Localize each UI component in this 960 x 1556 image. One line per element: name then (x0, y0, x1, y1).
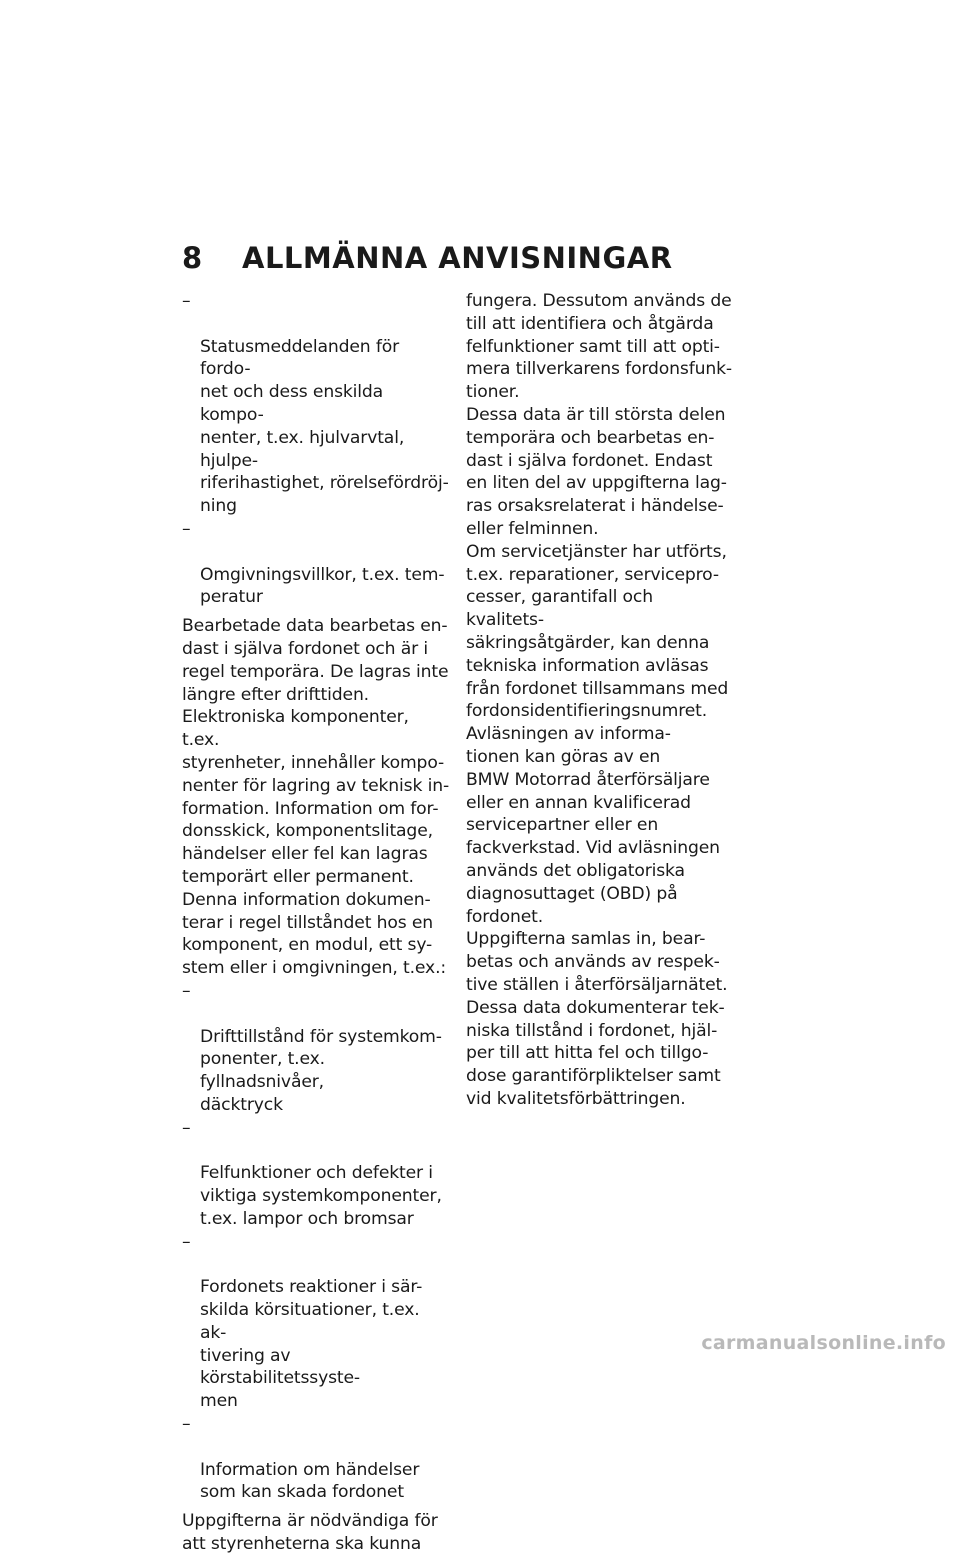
bullet-dash: – (182, 518, 191, 539)
list-item-text: Fordonets reaktioner i sär- skilda körsituationer, t.ex. ak- tivering av körstabilitetssyste- men (200, 1277, 423, 1412)
list-item (182, 518, 450, 609)
chapter-heading (182, 238, 742, 278)
necessity-paragraph: Uppgifterna är nödvändiga för att styrenheterna ska kunna (182, 1511, 438, 1555)
list-item (182, 1231, 450, 1413)
list-item-text: Drifttillstånd för systemkom- ponenter, t.ex. fyllnadsnivåer, däcktryck (200, 1026, 442, 1115)
list-item-text: Statusmeddelanden för fordo- net och dess enskilda kompo- nenter, t.ex. hjulvarvtal, hjulpe- riferihastighet, rörelsefördröj- ning (200, 336, 449, 517)
function-paragraph: fungera. Dessutom används de till att identifiera och åtgärda felfunktioner samt till att opti- mera tillverkarens fordonsfunk- tioner. Dessa data är till största delen temporära och bearbetas en- dast i själva fordonet. Endast en liten del av uppgifterna lag- ras orsaksrelaterat i händelse- eller felminnen. Om servicetjänster har utförts, t.ex. reparationer, servicepro- cesser, garantifall och kvalitets- säkringsåtgärder, kan denna tekniska information avläsas från fordonet tillsammans med fordonsidentifieringsnumret. Avläsningen av informa- tionen kan göras av en BMW Motorrad återförsäljare eller en annan kvalificerad servicepartner eller en fackverkstad. Vid avläsningen används det obligatoriska diagnosuttaget (OBD) på fordonet. Uppgifterna samlas in, bear- betas och används av respek- tive ställen i återförsäljarnätet. Dessa data dokumenterar tek- niska tillstånd i fordonet, hjäl- per till att hitta fel och tillgo- dose garantiförpliktelser samt vid kvalitetsförbättringen. (466, 291, 732, 1109)
list-item (182, 290, 450, 518)
list-item (182, 980, 450, 1117)
watermark-logo: carmanualsonline.info (701, 1332, 946, 1354)
list-item-text: Omgivningsvillkor, t.ex. tem- peratur (200, 564, 445, 608)
list-item (182, 1413, 450, 1504)
chapter-title: ALLMÄNNA ANVISNINGAR (242, 241, 673, 275)
bullet-dash: – (182, 1231, 191, 1252)
status-info-list (182, 290, 450, 609)
bullet-dash: – (182, 1117, 191, 1138)
chapter-number: 8 (182, 241, 203, 275)
component-state-list (182, 980, 450, 1504)
list-item-text: Felfunktioner och defekter i viktiga systemkomponenter, t.ex. lampor och bromsar (200, 1163, 442, 1229)
left-column (182, 290, 450, 1556)
right-column (466, 290, 736, 1111)
list-item (182, 1117, 450, 1231)
list-item-text: Information om händelser som kan skada fordonet (200, 1459, 420, 1503)
bullet-dash: – (182, 291, 191, 311)
bullet-dash: – (182, 980, 191, 1001)
processed-data-paragraph: Bearbetade data bearbetas en- dast i själva fordonet och är i regel temporära. De lagras inte längre efter drifttiden. Elektroniska komponenter, t.ex. styrenheter, innehåller kompo- nenter för lagring av teknisk in- formation. Information om for- donsskick, komponentslitage, händelser eller fel kan lagras temporärt eller permanent. Denna information dokumen- terar i regel tillståndet hos en komponent, en modul, ett sy- stem eller i omgivningen, t.ex.: (182, 616, 450, 979)
bullet-dash: – (182, 1414, 191, 1435)
